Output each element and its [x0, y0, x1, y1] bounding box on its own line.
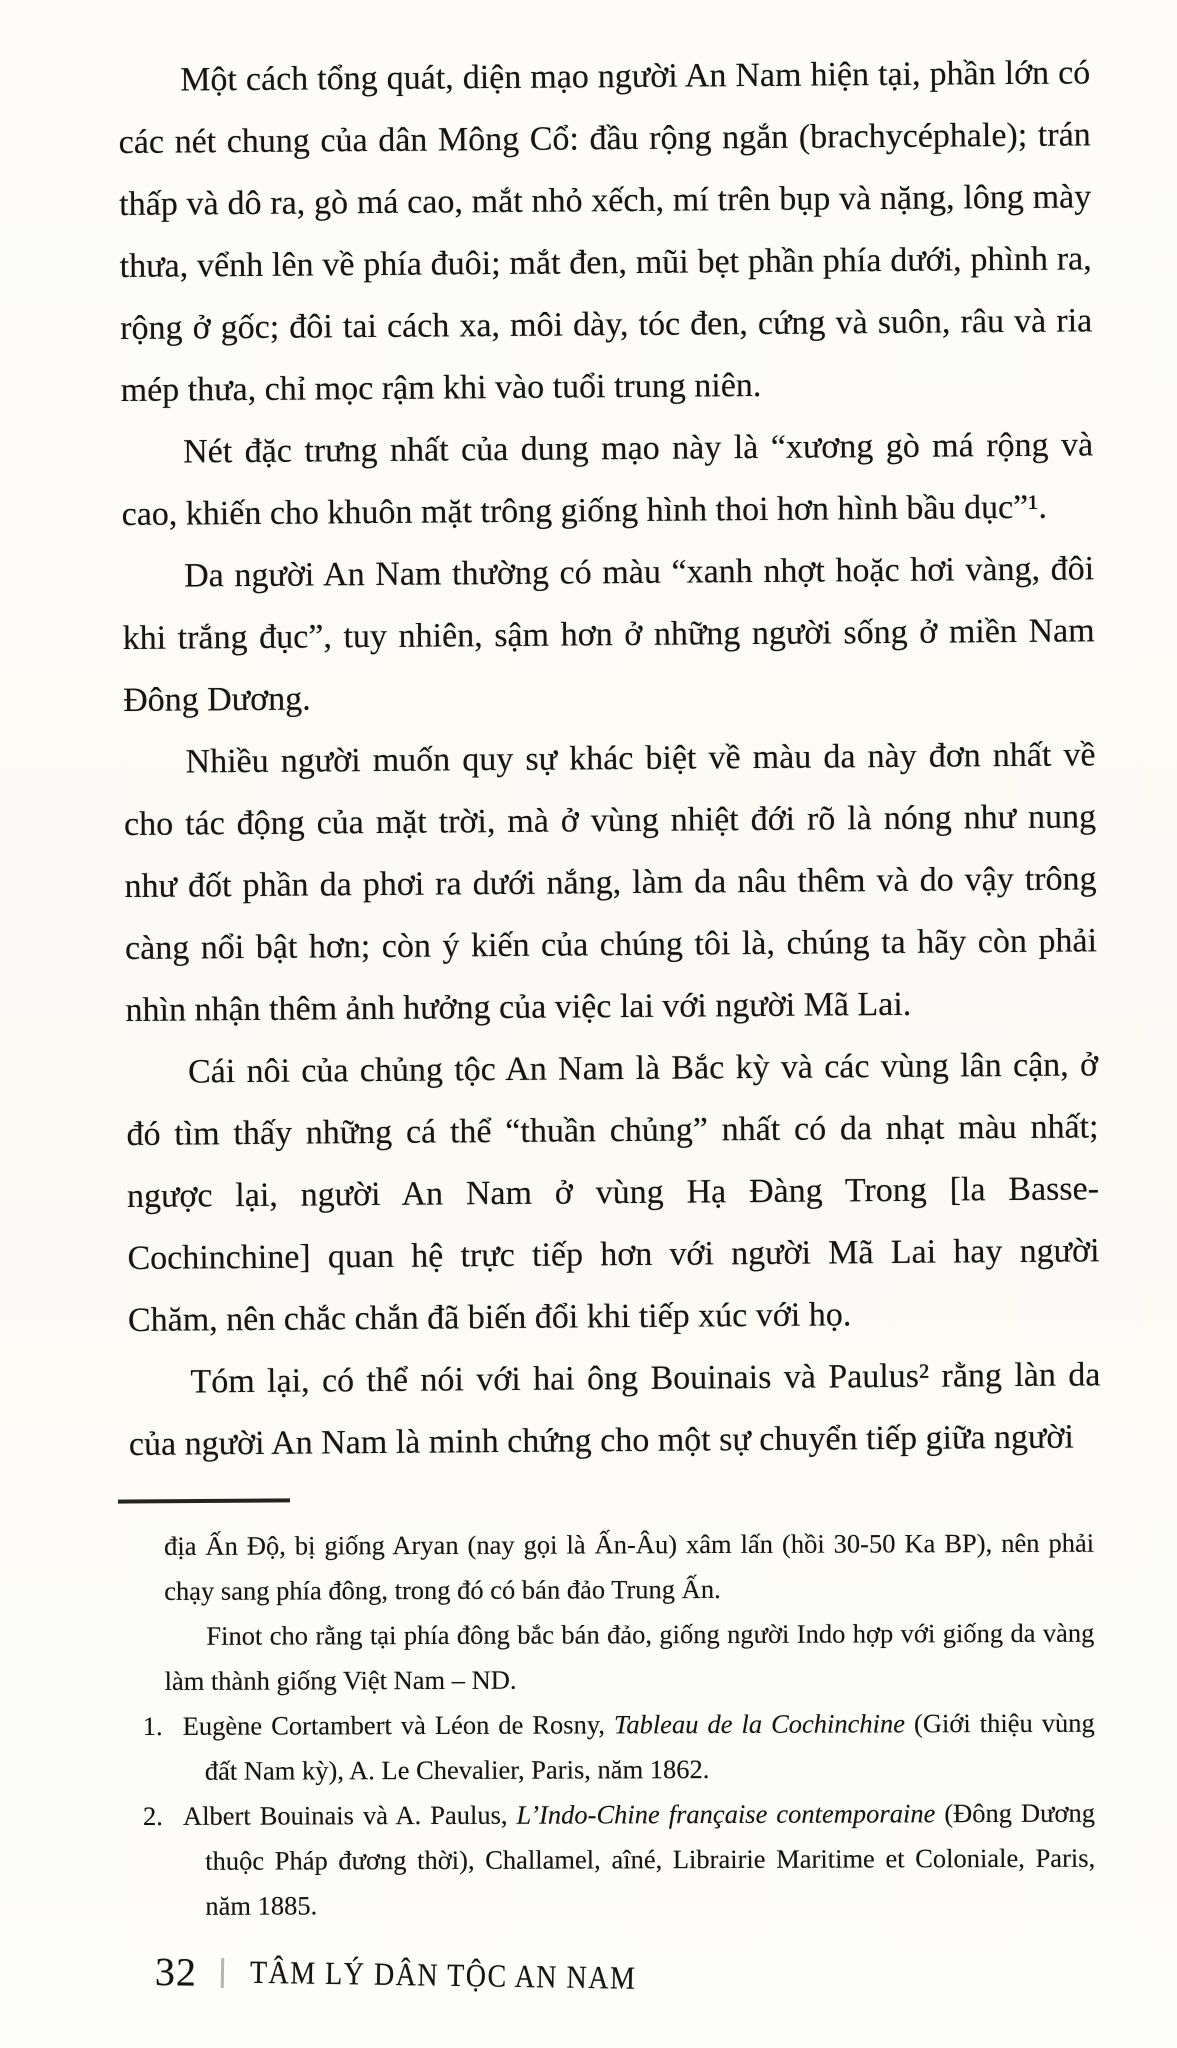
page-number: 32	[154, 1949, 198, 1995]
work-title-italic: Tableau de la Cochinchine	[613, 1708, 906, 1740]
footnote-number: 2.	[142, 1800, 163, 1831]
text-run: Finot cho rằng tại phía đông bắc bán đảo, giống người Indo hợp với giống da vàng làm thành giống Việt Nam – ND.	[164, 1617, 1095, 1696]
paragraph: Nét đặc trưng nhất của dung mạo này là “xương gò má rộng và cao, khiến cho khuôn mặt trông giống hình thoi hơn hình bầu dục”¹.	[121, 426, 1094, 533]
paragraph: Nhiều người muốn quy sự khác biệt về màu da này đơn nhất về cho tác động của mặt trời, mà ở vùng nhiệt đới rõ là nóng như nung như đốt phần da phơi ra dưới nắng, làm da nâu thêm và do vậy trông càng nổi bật hơn; còn ý kiến của chúng tôi là, chúng ta hãy còn phải nhìn nhận thêm ảnh hưởng của việc lai với người Mã Lai.	[123, 736, 1098, 1029]
footer-divider	[221, 1958, 224, 1988]
text-run: Albert Bouinais và A. Paulus,	[182, 1799, 517, 1831]
footnote-list	[143, 1701, 1096, 1929]
footnote-continuation-paragraph	[142, 1521, 1094, 1614]
paragraph: Một cách tổng quát, diện mạo người An Nam hiện tại, phần lớn có các nét chung của dân Mông Cổ: đầu rộng ngắn (brachycéphale); trán thấp và dô ra, gò má cao, mắt nhỏ xếch, mí trên bụp và nặng, lông mày thưa, vểnh lên về phía đuôi; mắt đen, mũi bẹt phần phía dưới, phình ra, rộng ở gốc; đôi tai cách xa, môi dày, tóc đen, cứng và suôn, râu và ria mép thưa, chỉ mọc rậm khi vào tuổi trung niên.	[118, 54, 1093, 409]
work-title-italic: L’Indo-Chine française contemporaine	[516, 1798, 936, 1830]
paragraph: Da người An Nam thường có màu “xanh nhợt hoặc hơi vàng, đôi khi trắng đục”, tuy nhiên, sậm hơn ở những người sống ở miền Nam Đông Dương.	[122, 550, 1095, 719]
footnote-item	[143, 1791, 1095, 1929]
footnote-divider	[118, 1498, 290, 1503]
text-run: (Giới thiệu vùng đất Nam kỳ), A. Le Chevalier, Paris, năm 1862.	[204, 1707, 1095, 1786]
text-run: Eugène Cortambert và Léon de Rosny,	[182, 1709, 615, 1741]
text-run: địa Ấn Độ, bị giống Aryan (nay gọi là Ấn-Âu) xâm lấn (hồi 30-50 Ka BP), nên phải chạy sang phía đông, trong đó có bán đảo Trung Ấn.	[164, 1527, 1095, 1606]
footnotes-section	[142, 1521, 1095, 1929]
footnote-item	[143, 1701, 1095, 1794]
footnote-continuation	[142, 1521, 1095, 1704]
paragraph: Cái nôi của chủng tộc An Nam là Bắc kỳ và các vùng lân cận, ở đó tìm thấy những cá thể “thuần chủng” nhất có da nhạt màu nhất; ngược lại, người An Nam ở vùng Hạ Đàng Trong [la Basse-Cochinchine] quan hệ trực tiếp hơn với người Mã Lai hay người Chăm, nên chắc chắn đã biến đổi khi tiếp xúc với họ.	[126, 1046, 1100, 1339]
footnote-number: 1.	[142, 1710, 163, 1741]
paragraph: Tóm lại, có thể nói với hai ông Bouinais và Paulus² rằng làn da của người An Nam là minh chứng cho một sự chuyển tiếp giữa người	[128, 1356, 1101, 1463]
footnote-continuation-paragraph	[142, 1611, 1094, 1704]
page-footer	[155, 1948, 637, 2003]
body-text	[118, 42, 1101, 1476]
text-run: (Đông Dương thuộc Pháp đương thời), Challamel, aîné, Librairie Maritime et Coloniale, Paris, năm 1885.	[205, 1797, 1096, 1921]
book-title: TÂM LÝ DÂN TỘC AN NAM	[249, 1954, 637, 1997]
